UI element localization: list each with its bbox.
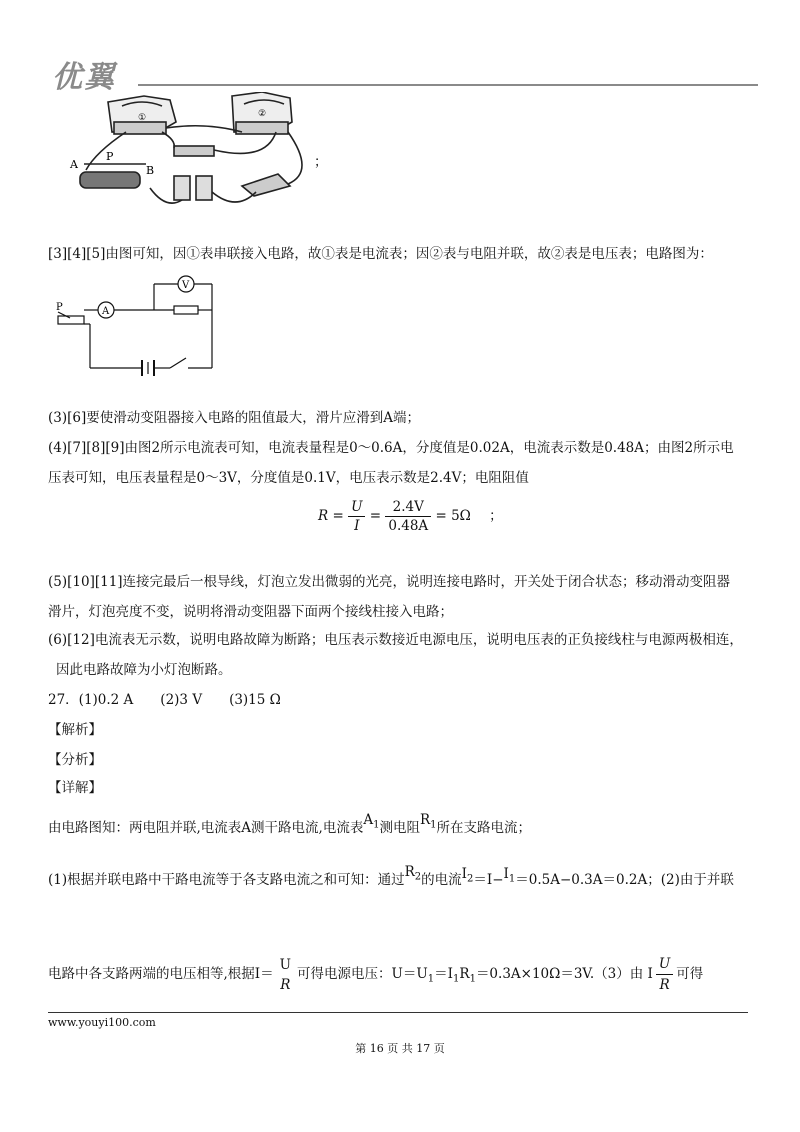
p1-I1: I xyxy=(503,866,509,882)
figure-semicolon: ； xyxy=(314,154,328,170)
p1-text-a: (1)根据并联电路中干路电流等于各支路电流之和可知：通过 xyxy=(48,872,405,888)
p2-fraction2 xyxy=(656,954,673,995)
circuit-photo xyxy=(66,92,306,214)
logo: 优翼 xyxy=(52,60,116,95)
para-12-line1: (6)[12]电流表无示数，说明电路故障为断路；电压表示数接近电源电压，说明电压表的正负接线柱与电源两极相连， xyxy=(48,632,743,648)
p2-text-b: 可得电源电压：U＝ xyxy=(297,966,417,982)
p1-I1-sub: 1 xyxy=(508,873,516,885)
p1-text-d: ＝0.5A−0.3A＝0.2A；(2)由于并联 xyxy=(515,872,734,888)
tag-jiexi: 【解析】 xyxy=(48,722,102,738)
voltmeter-label: V xyxy=(182,280,190,291)
ammeter-A1-sub: 1 xyxy=(373,819,380,831)
formula-tail: ； xyxy=(489,508,503,524)
circuit-schematic xyxy=(54,272,220,382)
footer-rule xyxy=(48,1012,748,1013)
p2-text-e: ＝0.3A×10Ω＝3V.（3）由 I xyxy=(475,966,653,982)
header-rule xyxy=(138,84,758,86)
ammeter-label: A xyxy=(102,306,110,317)
meter2-label: ② xyxy=(258,109,267,119)
p2-R1-sub: 1 xyxy=(469,973,476,985)
tag-fenxi: 【分析】 xyxy=(48,752,102,768)
p2-frac2-num: U xyxy=(656,954,673,975)
p2-text-a: 电路中各支路两端的电压相等,根据I＝ xyxy=(48,966,274,982)
slider-label: P xyxy=(56,302,63,313)
resistance-formula: R = $\frac{U}{I}$ = $\frac{2.4V}{0.48A}$ = 5Ω ； xyxy=(318,499,503,534)
p2-text-c: ＝I xyxy=(434,966,454,982)
formula-num2: 2.4V xyxy=(385,498,431,517)
tag-xiangjie: 【详解】 xyxy=(48,780,102,796)
p2-I1-sub: 1 xyxy=(453,973,460,985)
formula-frac-values xyxy=(385,498,431,535)
p1-I2: I xyxy=(461,866,468,882)
para-789-line1: (4)[7][8][9]由图2所示电流表可知，电流表量程是0～0.6A，分度值是0.02A，电流表示数是0.48A；由图2所示电 xyxy=(48,440,734,456)
footer-page-number: 第 16 页 共 17 页 xyxy=(355,1042,445,1055)
question-27-answer: 27．(1)0.2 A (2)3 V (3)15 Ω xyxy=(48,692,281,708)
ammeter-A1-symbol: A xyxy=(363,812,374,828)
p2-frac2-den: R xyxy=(659,977,670,993)
para-6: (3)[6]要使滑动变阻器接入电路的阻值最大，滑片应滑到A端； xyxy=(48,410,420,426)
circuit-desc-part-a: 由电路图知：两电阻并联,电流表A测干路电流,电流表 xyxy=(48,820,364,836)
p2-text-f: 可得 xyxy=(676,966,704,982)
formula-i: I xyxy=(354,518,360,534)
terminal-P-label: P xyxy=(106,150,114,163)
p1-text-b: 的电流 xyxy=(421,872,462,888)
para-789-line2: 压表可知，电压表量程是0～3V，分度值是0.1V，电压表示数是2.4V；电阻阻值 xyxy=(48,470,529,486)
p1-R2-sub: 2 xyxy=(414,871,422,883)
part2-solution xyxy=(48,954,703,995)
para-345: [3][4][5]由图可知，因①表串联接入电路，故①表是电流表；因②表与电阻并联，故②表是电压表；电路图为： xyxy=(48,246,713,262)
formula-frac-ui xyxy=(348,498,365,535)
part1-solution xyxy=(48,864,734,896)
formula-lhs: R xyxy=(318,508,329,524)
terminal-A-label: A xyxy=(70,158,78,171)
p2-fraction xyxy=(277,955,294,995)
circuit-description xyxy=(48,812,532,844)
para-1011-line1: (5)[10][11]连接完最后一根导线，灯泡立发出微弱的光亮，说明连接电路时，开关处于闭合状态；移动滑动变阻器 xyxy=(48,574,731,590)
p2-U1: U xyxy=(416,966,428,982)
circuit-desc-part-b: 测电阻 xyxy=(379,820,420,836)
p1-I2-sub: 2 xyxy=(467,873,474,885)
terminal-B-label: B xyxy=(146,164,155,177)
formula-result: = 5Ω xyxy=(435,508,471,524)
formula-u: U xyxy=(348,498,365,517)
footer-url: www.youyi100.com xyxy=(48,1016,156,1029)
para-1011-line2: 滑片，灯泡亮度不变，说明将滑动变阻器下面两个接线柱接入电路； xyxy=(48,604,453,620)
circuit-desc-part-c: 所在支路电流； xyxy=(436,820,532,836)
p1-R2: R xyxy=(404,864,415,880)
meter1-label: ① xyxy=(138,113,147,123)
para-12-line2: 因此电路故障为小灯泡断路。 xyxy=(56,662,232,678)
p2-U1-sub: 1 xyxy=(427,973,435,985)
p2-frac-num: U xyxy=(279,956,292,973)
resistor-R1-sub: 1 xyxy=(430,819,437,831)
p2-frac-den: R xyxy=(280,976,291,993)
resistor-R1-symbol: R xyxy=(419,812,431,828)
p2-R1: R xyxy=(459,966,470,982)
formula-den2: 0.48A xyxy=(388,518,429,534)
p1-text-c: ＝I− xyxy=(473,872,504,888)
